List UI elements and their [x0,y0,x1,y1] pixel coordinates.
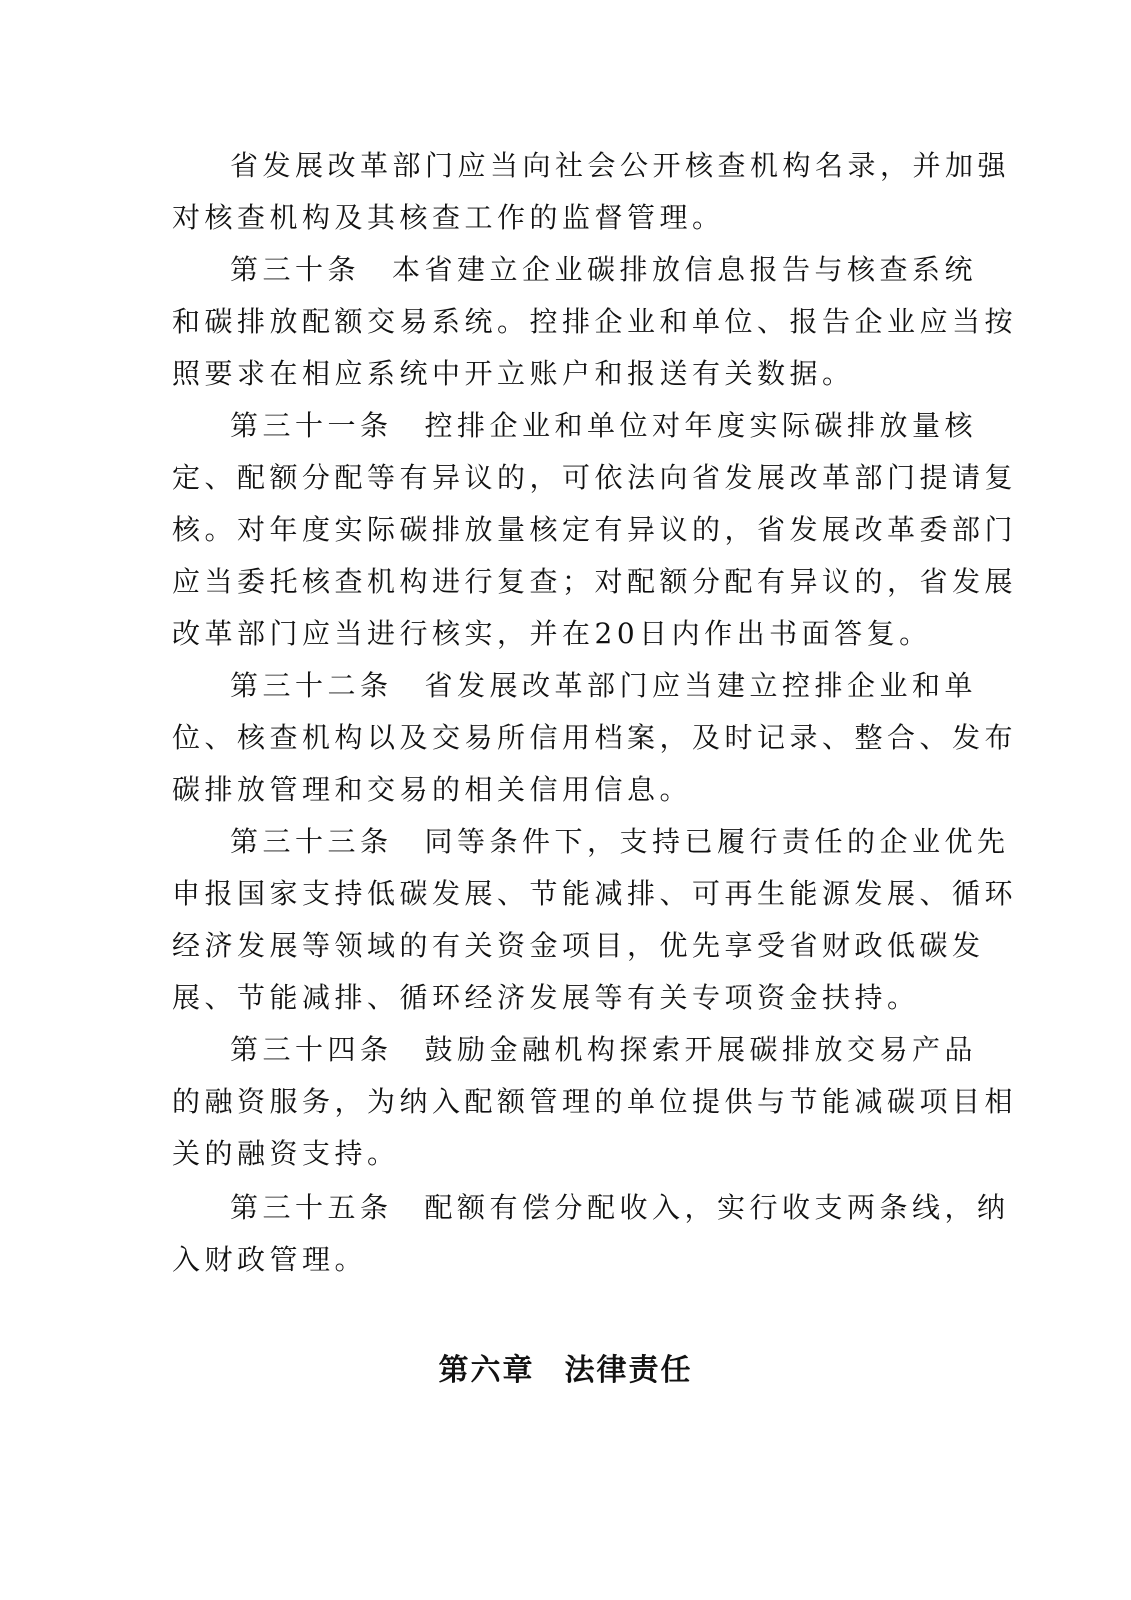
article-text: 鼓励金融机构探索开展碳排放交易产品 [424,1033,978,1066]
article-number: 第三十四条 [230,1033,393,1066]
article-number: 第三十五条 [230,1191,393,1224]
paragraph-line: 位、核查机构以及交易所信用档案，及时记录、整合、发布 [172,721,1018,754]
paragraph-line: 关的融资支持。 [172,1137,400,1170]
article-first-line [230,824,1010,860]
article-number: 第三十一条 [230,409,393,442]
article-text: 省发展改革部门应当建立控排企业和单 [424,669,978,702]
paragraph-line: 改革部门应当进行核实，并在20日内作出书面答复。 [172,617,932,650]
paragraph-line: 展、节能减排、循环经济发展等有关专项资金扶持。 [172,981,920,1014]
paragraph-line: 核。对年度实际碳排放量核定有异议的，省发展改革委部门 [172,513,1018,546]
article-number: 第三十条 [230,253,361,286]
paragraph-line: 经济发展等领域的有关资金项目，优先享受省财政低碳发 [172,929,985,962]
article-number: 第三十二条 [230,669,393,702]
article-first-line [230,668,977,704]
chapter-number: 第六章 [438,1353,535,1388]
paragraph-line: 照要求在相应系统中开立账户和报送有关数据。 [172,357,855,390]
article-first-line [230,252,977,288]
paragraph-line: 定、配额分配等有异议的，可依法向省发展改革部门提请复 [172,461,1018,494]
paragraph-line: 应当委托核查机构进行复查；对配额分配有异议的，省发展 [172,565,1018,598]
chapter-title: 法律责任 [564,1353,693,1388]
paragraph-line: 申报国家支持低碳发展、节能减排、可再生能源发展、循环 [172,877,1018,910]
article-number: 第三十三条 [230,825,393,858]
paragraph-line: 省发展改革部门应当向社会公开核查机构名录，并加强 [230,149,1011,182]
paragraph-line: 对核查机构及其核查工作的监督管理。 [172,201,725,234]
paragraph-line: 的融资服务，为纳入配额管理的单位提供与节能减碳项目相 [172,1085,1018,1118]
article-first-line [230,1032,977,1068]
article-text: 配额有偿分配收入，实行收支两条线，纳 [424,1191,1010,1224]
paragraph-line: 碳排放管理和交易的相关信用信息。 [172,773,693,806]
article-first-line [230,1190,1010,1226]
chapter-heading [0,1352,1131,1390]
paragraph-line: 和碳排放配额交易系统。控排企业和单位、报告企业应当按 [172,305,1018,338]
article-first-line [230,408,977,444]
article-text: 同等条件下，支持已履行责任的企业优先 [424,825,1010,858]
paragraph-line: 入财政管理。 [172,1243,368,1276]
article-text: 控排企业和单位对年度实际碳排放量核 [424,409,978,442]
article-text: 本省建立企业碳排放信息报告与核查系统 [392,253,978,286]
